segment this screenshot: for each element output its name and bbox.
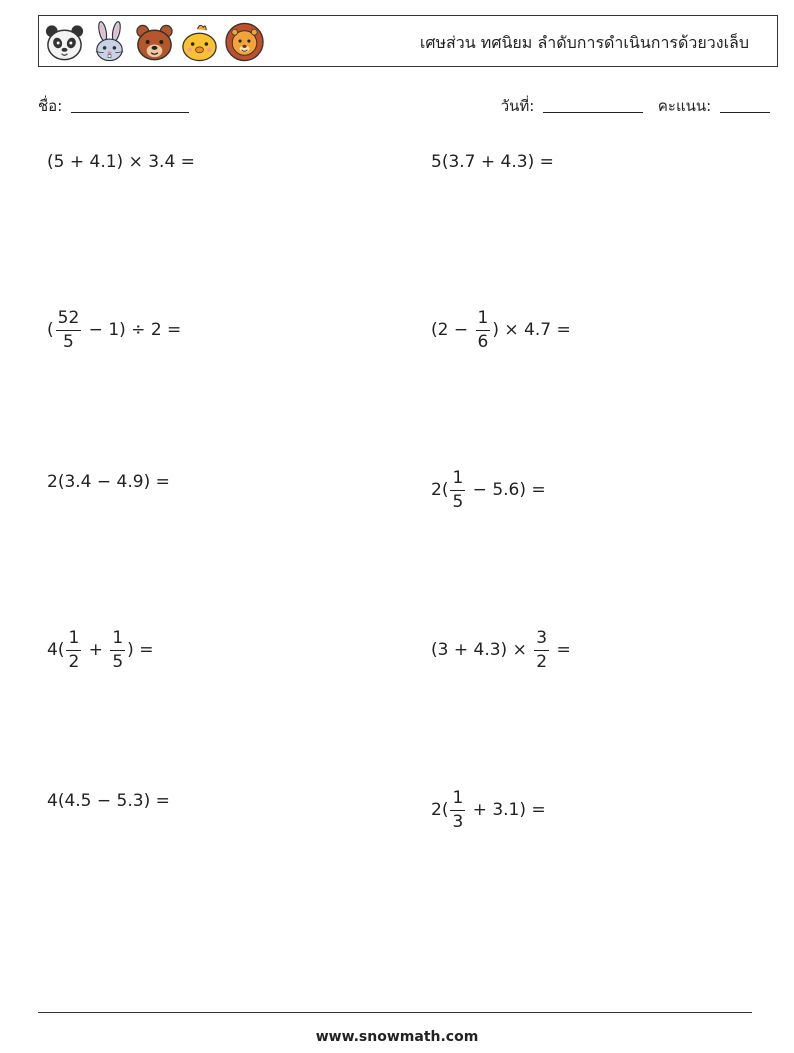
- fraction-denominator: 2: [68, 651, 80, 672]
- expression-text: 4(: [47, 640, 65, 660]
- date-blank[interactable]: [543, 100, 643, 113]
- expression-text: + 3.1) =: [467, 800, 546, 820]
- fraction-denominator: 2: [536, 651, 548, 672]
- name-field: [38, 94, 189, 118]
- fraction-numerator: 1: [450, 470, 465, 491]
- fraction: [476, 307, 491, 352]
- expression-text: (: [47, 320, 54, 340]
- expression-text: ) =: [127, 640, 154, 660]
- fraction-denominator: 3: [452, 811, 464, 832]
- expression-text: =: [551, 640, 571, 660]
- lion-icon: [223, 20, 266, 64]
- fraction: [450, 787, 465, 832]
- fraction-numerator: 1: [110, 630, 125, 651]
- expression-text: (5 + 4.1) × 3.4 =: [47, 152, 195, 172]
- date-label: วันที่:: [500, 97, 535, 115]
- bear-icon: [133, 20, 176, 64]
- fraction-numerator: 3: [534, 630, 549, 651]
- expression-text: − 5.6) =: [467, 480, 546, 500]
- expression-text: − 1) ÷ 2 =: [83, 320, 182, 340]
- fraction-numerator: 1: [450, 790, 465, 811]
- fraction: [450, 467, 465, 512]
- fraction-numerator: 1: [66, 630, 81, 651]
- name-label: ชื่อ:: [38, 97, 63, 115]
- fraction: [56, 307, 82, 352]
- expression-text: +: [83, 640, 109, 660]
- problem-10: [431, 780, 546, 840]
- header-box: [38, 15, 778, 67]
- fraction: [66, 627, 81, 672]
- score-label: คะแนน:: [657, 97, 712, 115]
- problem-1: [47, 132, 195, 192]
- fraction-numerator: 1: [476, 310, 491, 331]
- footer-divider: [38, 1012, 752, 1013]
- footer-site: www.snowmath.com: [315, 1029, 479, 1045]
- expression-text: (2 −: [431, 320, 474, 340]
- date-score-field: [501, 94, 770, 118]
- fraction-denominator: 6: [477, 331, 489, 352]
- expression-text: ) × 4.7 =: [492, 320, 571, 340]
- name-blank[interactable]: [71, 100, 189, 113]
- problem-4: [431, 300, 571, 360]
- panda-icon: [43, 20, 86, 64]
- problem-2: [431, 132, 554, 192]
- problem-6: [431, 460, 546, 520]
- chick-icon: [178, 20, 221, 64]
- rabbit-icon: [88, 20, 131, 64]
- score-blank[interactable]: [720, 100, 770, 113]
- worksheet-title: เศษส่วน ทศนิยม ลำดับการดำเนินการด้วยวงเล็บ: [419, 33, 749, 52]
- expression-text: (3 + 4.3) ×: [431, 640, 533, 660]
- fraction-denominator: 5: [452, 491, 464, 512]
- expression-text: 2(3.4 − 4.9) =: [47, 472, 170, 492]
- expression-text: 5(3.7 + 4.3) =: [431, 152, 554, 172]
- expression-text: 2(: [431, 800, 449, 820]
- fraction-numerator: 52: [56, 310, 82, 331]
- fraction: [110, 627, 125, 672]
- problem-8: [431, 620, 571, 680]
- problem-9: [47, 771, 170, 831]
- fraction: [534, 627, 549, 672]
- problem-7: [47, 620, 153, 680]
- animal-icons: [43, 20, 266, 64]
- problem-3: [47, 300, 181, 360]
- fraction-denominator: 5: [112, 651, 124, 672]
- expression-text: 4(4.5 − 5.3) =: [47, 791, 170, 811]
- fraction-denominator: 5: [63, 331, 74, 352]
- problem-5: [47, 452, 170, 512]
- expression-text: 2(: [431, 480, 449, 500]
